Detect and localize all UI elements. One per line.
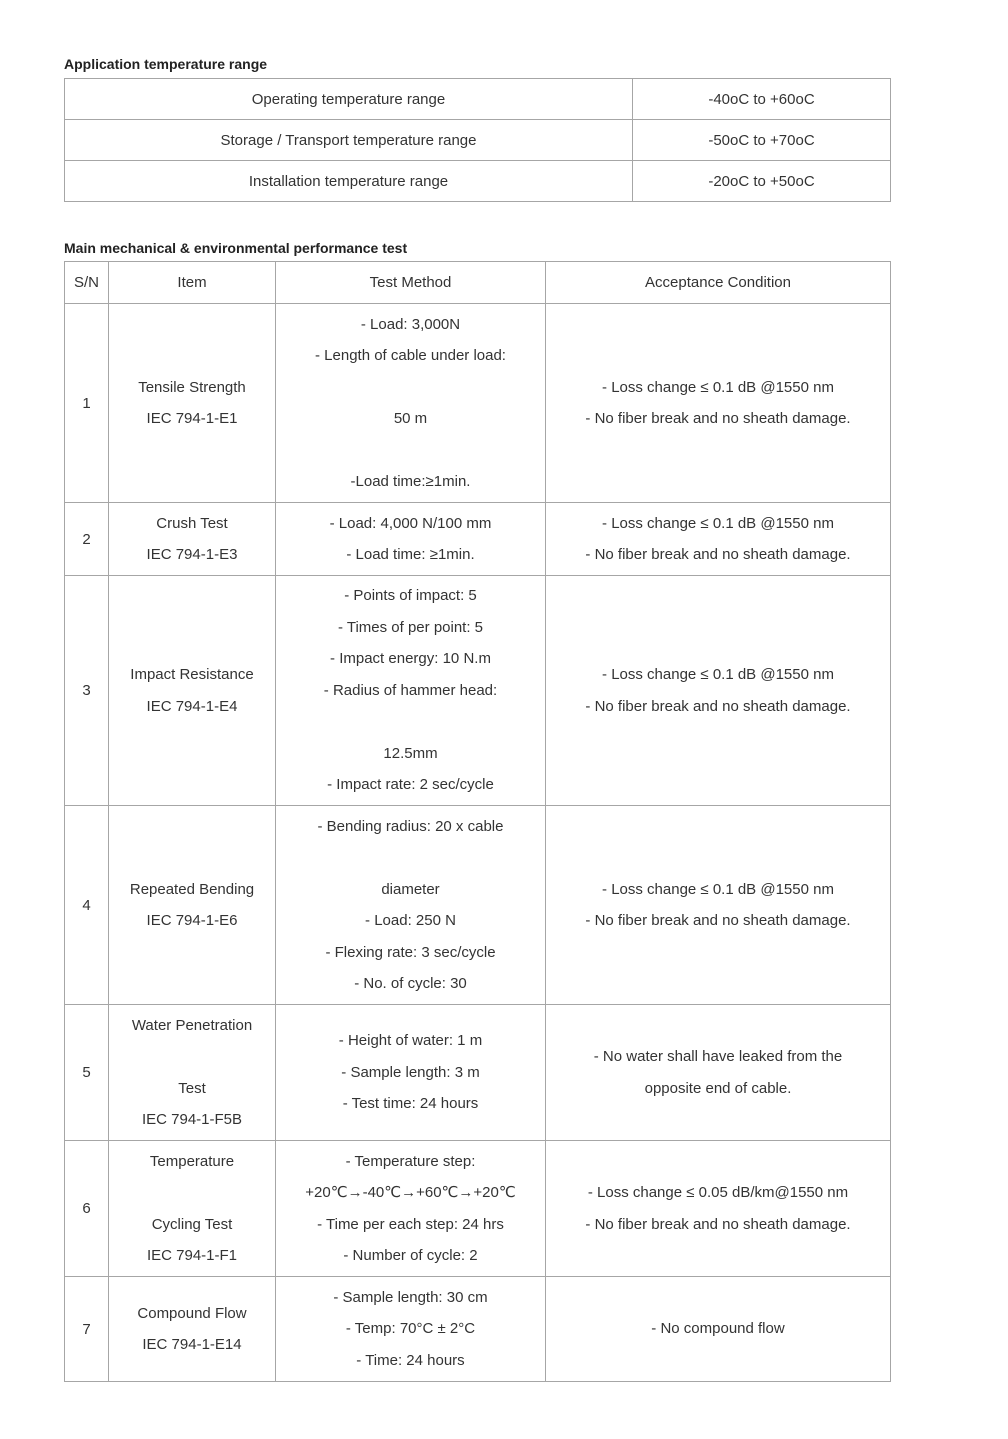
test-method-cell-line: - Times of per point: 5	[337, 618, 484, 636]
performance-test-table	[64, 261, 891, 1382]
sn-cell: 6	[65, 1141, 109, 1277]
test-method-cell	[276, 1277, 546, 1382]
test-method-cell-line: - Sample length: 30 cm	[333, 1288, 488, 1306]
test-method-cell-line: - Time: 24 hours	[356, 1351, 465, 1369]
test-method-cell-line: - Number of cycle: 2	[343, 1247, 478, 1264]
test-method-cell-line: 12.5mm	[383, 744, 438, 762]
test-method-cell-line: - Sample length: 3 m	[341, 1063, 480, 1081]
test-method-cell-line: -Load time:≥1min.	[350, 473, 471, 490]
blank-line	[276, 372, 545, 404]
test-method-cell-line: - Height of water: 1 m	[338, 1032, 483, 1050]
acceptance-cell-line: opposite end of cable.	[644, 1079, 792, 1097]
column-header-test-method: Test Method	[276, 262, 546, 304]
acceptance-cell-line: - No fiber break and no sheath damage.	[585, 912, 851, 929]
temperature-range-table	[64, 78, 891, 202]
item-cell-line: IEC 794-1-E6	[146, 912, 238, 929]
test-method-cell-line: diameter	[381, 880, 440, 898]
table-row	[65, 120, 891, 161]
item-cell-line: IEC 794-1-F5B	[141, 1111, 243, 1128]
table-row	[65, 304, 891, 503]
item-cell	[109, 1277, 276, 1382]
test-method-cell-line: - Radius of hammer head:	[323, 681, 498, 699]
acceptance-cell-line: - No fiber break and no sheath damage.	[585, 697, 851, 715]
table-row	[65, 161, 891, 202]
acceptance-cell-line: - Loss change ≤ 0.05 dB/km@1550 nm	[587, 1184, 849, 1201]
acceptance-cell-line: - No water shall have leaked from the	[593, 1048, 843, 1065]
item-cell-line: Water Penetration	[131, 1016, 253, 1034]
sn-cell: 5	[65, 1005, 109, 1141]
test-method-cell-line: - Load: 4,000 N/100 mm	[329, 514, 492, 532]
test-method-cell-line: - Length of cable under load:	[315, 347, 506, 364]
test-method-cell	[276, 576, 546, 806]
test-section-heading: Main mechanical & environmental performance test	[64, 240, 408, 256]
temperature-value: -40oC to +60oC	[633, 79, 891, 120]
item-cell-line: IEC 794-1-E1	[146, 410, 238, 427]
acceptance-cell-line: - No fiber break and no sheath damage.	[585, 1215, 851, 1233]
acceptance-cell	[546, 304, 891, 503]
acceptance-cell	[546, 1141, 891, 1277]
blank-line	[276, 706, 545, 738]
item-cell-line: IEC 794-1-F1	[146, 1247, 238, 1264]
acceptance-cell-line: - No fiber break and no sheath damage.	[585, 546, 851, 563]
sn-cell: 7	[65, 1277, 109, 1382]
acceptance-cell	[546, 503, 891, 576]
blank-line	[276, 435, 545, 467]
sn-cell: 2	[65, 503, 109, 576]
item-cell-line: Crush Test	[156, 514, 228, 532]
blank-line	[109, 1177, 275, 1209]
item-cell	[109, 503, 276, 576]
column-header-acceptance-condition: Acceptance Condition	[546, 262, 891, 304]
test-method-cell-line: - Load: 3,000N	[360, 315, 461, 333]
table-row	[65, 503, 891, 576]
item-cell-line: Cycling Test	[151, 1215, 233, 1233]
test-method-cell	[276, 1005, 546, 1141]
test-method-cell-line: - No. of cycle: 30	[354, 975, 467, 992]
acceptance-cell-line: - Loss change ≤ 0.1 dB @1550 nm	[602, 378, 834, 396]
test-method-cell	[276, 806, 546, 1005]
table-row	[65, 576, 891, 806]
column-header-sn: S/N	[65, 262, 109, 304]
test-method-cell-line: - Temp: 70°C ± 2°C	[345, 1320, 476, 1338]
acceptance-cell-line: - Loss change ≤ 0.1 dB @1550 nm	[602, 666, 834, 683]
test-method-cell-line: - Bending radius: 20 x cable	[317, 817, 504, 835]
acceptance-cell-line: - No compound flow	[651, 1320, 785, 1338]
test-method-cell-line: - Load: 250 N	[365, 912, 456, 929]
item-cell-line: Temperature	[149, 1152, 235, 1170]
temperature-label: Installation temperature range	[65, 161, 633, 202]
table-row	[65, 1277, 891, 1382]
test-method-cell-line: - Points of impact: 5	[344, 587, 477, 605]
table-row	[65, 806, 891, 1005]
item-cell	[109, 576, 276, 806]
test-method-cell-line: - Test time: 24 hours	[342, 1095, 479, 1113]
test-method-cell	[276, 503, 546, 576]
temperature-section-heading: Application temperature range	[64, 56, 268, 72]
test-method-cell-line: 50 m	[393, 410, 428, 427]
item-cell-line: IEC 794-1-E14	[142, 1336, 242, 1353]
temperature-label: Storage / Transport temperature range	[65, 120, 633, 161]
item-cell	[109, 1141, 276, 1277]
test-method-cell-line: - Impact energy: 10 N.m	[330, 650, 491, 668]
acceptance-cell-line: - Loss change ≤ 0.1 dB @1550 nm	[602, 514, 834, 532]
test-method-cell-line: - Time per each step: 24 hrs	[317, 1215, 504, 1233]
test-method-cell	[276, 1141, 546, 1277]
blank-line	[109, 1041, 275, 1073]
temperature-value: -20oC to +50oC	[633, 161, 891, 202]
item-cell-line: Tensile Strength	[138, 378, 246, 396]
item-cell	[109, 806, 276, 1005]
test-method-cell	[276, 304, 546, 503]
acceptance-cell	[546, 1277, 891, 1382]
sn-cell: 3	[65, 576, 109, 806]
table-row	[65, 1141, 891, 1277]
sn-cell: 4	[65, 806, 109, 1005]
table-row	[65, 1005, 891, 1141]
temperature-value: -50oC to +70oC	[633, 120, 891, 161]
item-cell	[109, 1005, 276, 1141]
item-cell-line: IEC 794-1-E4	[146, 697, 238, 715]
acceptance-cell	[546, 576, 891, 806]
item-cell-line: Compound Flow	[137, 1304, 247, 1322]
test-method-cell-line: - Flexing rate: 3 sec/cycle	[325, 943, 496, 961]
item-cell-line: Test	[178, 1079, 206, 1097]
sn-cell: 1	[65, 304, 109, 503]
blank-line	[276, 842, 545, 874]
acceptance-cell-line: - Loss change ≤ 0.1 dB @1550 nm	[602, 880, 834, 898]
acceptance-cell	[546, 806, 891, 1005]
item-cell	[109, 304, 276, 503]
test-method-cell-line: - Load time: ≥1min.	[346, 546, 475, 563]
acceptance-cell-line: - No fiber break and no sheath damage.	[585, 410, 851, 427]
column-header-item: Item	[109, 262, 276, 304]
test-method-cell-line: +20℃→-40℃→+60℃→+20℃	[305, 1184, 516, 1201]
table-header-row	[65, 262, 891, 304]
temperature-label: Operating temperature range	[65, 79, 633, 120]
table-row	[65, 79, 891, 120]
item-cell-line: Repeated Bending	[129, 880, 255, 898]
test-method-cell-line: - Impact rate: 2 sec/cycle	[327, 776, 494, 794]
test-method-cell-line: - Temperature step:	[345, 1152, 476, 1170]
item-cell-line: Impact Resistance	[130, 666, 254, 683]
acceptance-cell	[546, 1005, 891, 1141]
item-cell-line: IEC 794-1-E3	[146, 546, 238, 563]
